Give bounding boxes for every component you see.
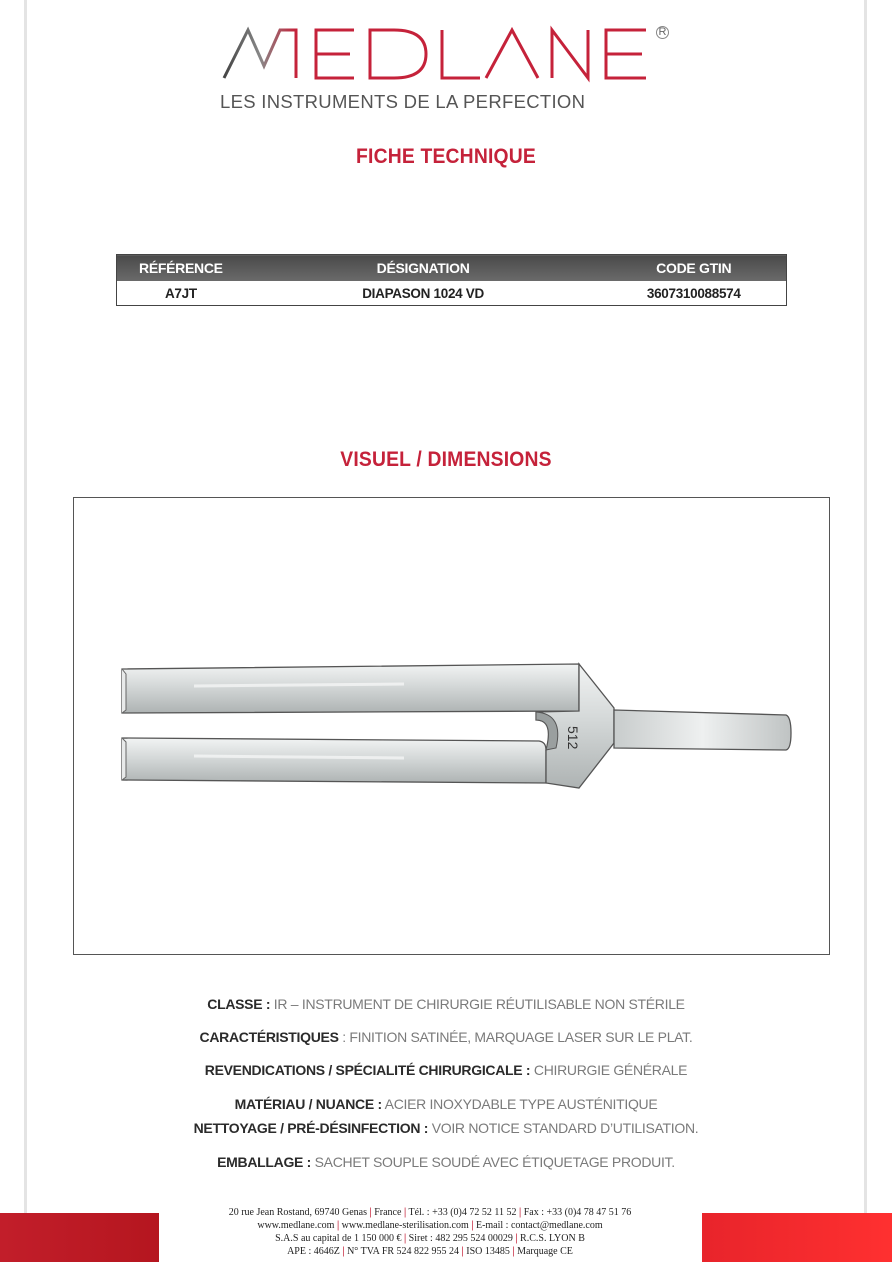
header-reference: RÉFÉRENCE [117, 255, 245, 282]
footer-line-company: S.A.S au capital de 1 150 000 € | Siret : 482 295 524 00029 | R.C.S. LYON B [275, 1233, 585, 1244]
cell-designation: DIAPASON 1024 VD [362, 285, 484, 301]
reference-table [116, 254, 787, 306]
cell-gtin: 3607310088574 [646, 285, 741, 301]
spec-classe: CLASSE : IR – INSTRUMENT DE CHIRURGIE RÉUTILISABLE NON STÉRILE [207, 996, 685, 1012]
spec-revendications: REVENDICATIONS / SPÉCIALITÉ CHIRURGICALE : CHIRURGIE GÉNÉRALE [204, 1062, 688, 1078]
visuel-dimensions-title: VISUEL / DIMENSIONS [340, 448, 552, 471]
footer-line-address: 20 rue Jean Rostand, 69740 Genas | France | Tél. : +33 (0)4 72 52 11 52 | Fax : +33 (0)4 78 47 51 76 [228, 1207, 632, 1218]
footer-line-web: www.medlane.com | www.medlane-sterilisation.com | E-mail : contact@medlane.com [257, 1220, 603, 1231]
spec-materiau: MATÉRIAU / NUANCE : ACIER INOXYDABLE TYPE AUSTÉNITIQUE [234, 1096, 658, 1112]
tuning-fork-illustration [74, 498, 831, 956]
footer-bar-left [0, 1213, 159, 1262]
header-gtin: CODE GTIN [601, 255, 786, 282]
product-visual-frame [73, 497, 830, 955]
sterilisation-website-link[interactable]: www.medlane-sterilisation.com [341, 1220, 469, 1231]
table-header-row [117, 255, 787, 282]
cell-reference: A7JT [164, 285, 197, 301]
spec-emballage: EMBALLAGE : SACHET SOUPLE SOUDÉ AVEC ÉTIQUETAGE PRODUIT. [217, 1154, 675, 1170]
footer-bar-right [702, 1213, 892, 1262]
tagline: LES INSTRUMENTS DE LA PERFECTION [220, 91, 586, 112]
header-designation: DÉSIGNATION [245, 255, 602, 282]
spec-caracteristiques: CARACTÉRISTIQUES : FINITION SATINÉE, MARQUAGE LASER SUR LE PLAT. [199, 1029, 693, 1045]
table-row [117, 281, 787, 306]
engraving-text: 512 [565, 726, 581, 750]
spec-nettoyage: NETTOYAGE / PRÉ-DÉSINFECTION : VOIR NOTICE STANDARD D’UTILISATION. [193, 1120, 699, 1136]
footer-line-legal: APE : 4646Z | N° TVA FR 524 822 955 24 | ISO 13485 | Marquage CE [287, 1246, 573, 1257]
registered-mark: R [656, 26, 669, 39]
footer-contact [160, 1206, 700, 1258]
fiche-technique-title: FICHE TECHNIQUE [356, 145, 536, 168]
medlane-logo [222, 24, 652, 84]
website-link[interactable]: www.medlane.com [257, 1220, 335, 1231]
email-link[interactable]: E-mail : contact@medlane.com [475, 1220, 603, 1231]
